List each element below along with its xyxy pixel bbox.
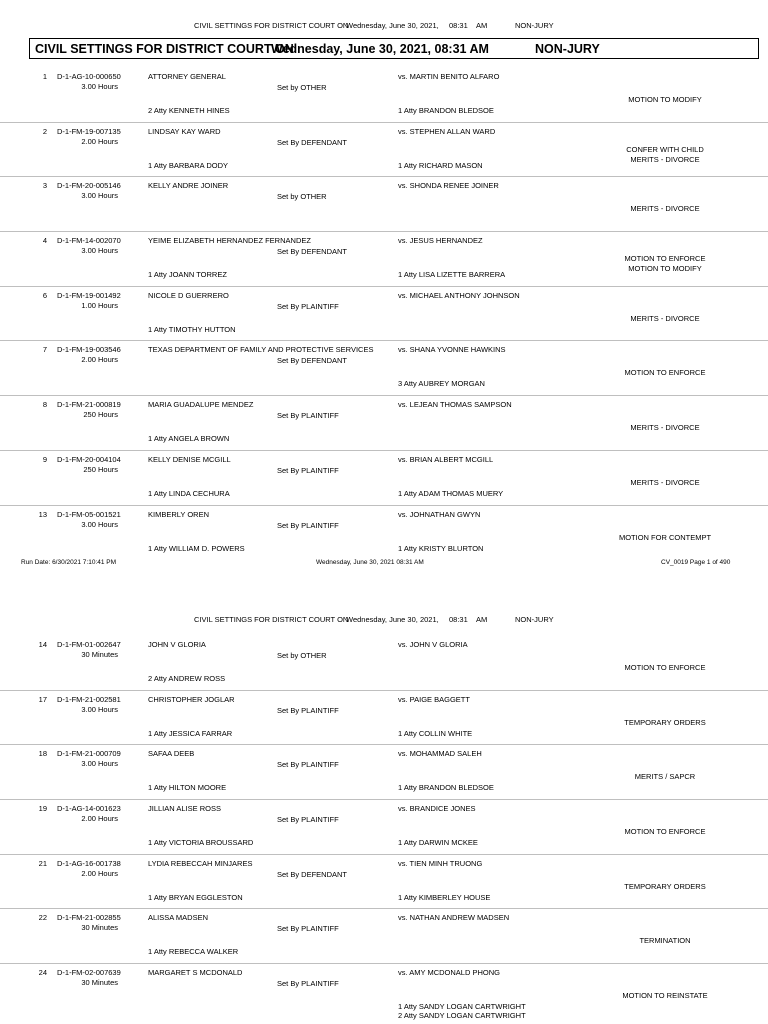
case-row xyxy=(0,123,768,178)
case-row xyxy=(0,964,768,1019)
plaintiff-name: ALISSA MADSEN xyxy=(148,913,209,923)
defendant-attorney: 1 Atty BRANDON BLEDSOE xyxy=(398,783,494,793)
defendant-attorney: 1 Atty KIMBERLEY HOUSE xyxy=(398,892,491,902)
defendant-name: vs. BRANDICE JONES xyxy=(398,804,476,814)
case-list xyxy=(0,68,768,560)
set-by: Set By PLAINTIFF xyxy=(277,815,339,825)
defendant-attorney: 1 Atty LISA LIZETTE BARRERA xyxy=(398,270,506,280)
case-list xyxy=(0,636,768,1019)
defendant-name: vs. NATHAN ANDREW MADSEN xyxy=(398,913,510,923)
plaintiff-name: YEIME ELIZABETH HERNANDEZ FERNANDEZ xyxy=(148,236,311,246)
set-by: Set by OTHER xyxy=(277,83,327,92)
cause-number: D-1-FM-05-001521 xyxy=(57,509,121,519)
plaintiff-name: NICOLE D GUERRERO xyxy=(148,290,229,300)
case-number: 3 xyxy=(42,181,47,191)
case-number: 6 xyxy=(42,290,47,300)
motion-type: MERITS - DIVORCE xyxy=(630,313,700,323)
cause-number: D-1-FM-19-007135 xyxy=(57,126,121,136)
defendant-name: vs. SHANA YVONNE HAWKINS xyxy=(398,345,506,355)
plaintiff-name: JOHN V GLORIA xyxy=(148,640,206,649)
case-row xyxy=(0,451,768,506)
plaintiff-attorney: 1 Atty BARBARA DODY xyxy=(148,160,229,170)
motion-type: MERITS / SAPCR xyxy=(634,772,696,782)
cause-number: D-1-FM-21-000819 xyxy=(57,400,121,410)
plaintiff-name: KELLY ANDRE JOINER xyxy=(148,181,229,191)
report-banner xyxy=(29,38,759,59)
set-by: Set By PLAINTIFF xyxy=(277,411,339,421)
defendant-name: vs. STEPHEN ALLAN WARD xyxy=(398,126,496,136)
case-number: 7 xyxy=(42,345,47,355)
defendant-attorney-2: 2 Atty SANDY LOGAN CARTWRIGHT xyxy=(398,1011,526,1021)
header-date: Wednesday, June 30, 2021, xyxy=(346,615,439,624)
hearing-duration: 250 Hours xyxy=(83,410,118,420)
defendant-attorney: 1 Atty DARWIN MCKEE xyxy=(398,838,478,848)
defendant-attorney: 1 Atty ADAM THOMAS MUERY xyxy=(398,488,504,498)
cause-number: D-1-FM-21-002855 xyxy=(57,913,121,923)
plaintiff-attorney: 2 Atty ANDREW ROSS xyxy=(148,674,226,683)
case-row xyxy=(0,636,768,691)
footer-page: CV_0019 Page 1 of 490 xyxy=(661,559,731,566)
plaintiff-name: KELLY DENISE MCGILL xyxy=(148,454,231,464)
plaintiff-name: MARIA GUADALUPE MENDEZ xyxy=(148,400,254,410)
set-by: Set By PLAINTIFF xyxy=(277,520,339,530)
set-by: Set By PLAINTIFF xyxy=(277,760,339,770)
header-ampm: AM xyxy=(476,21,488,30)
case-row xyxy=(0,909,768,964)
plaintiff-attorney: 1 Atty REBECCA WALKER xyxy=(148,947,239,957)
header-title: CIVIL SETTINGS FOR DISTRICT COURT ON xyxy=(194,615,349,624)
case-row xyxy=(0,506,768,561)
motion-type: MOTION TO MODIFY xyxy=(628,95,702,104)
motion-type: MOTION FOR CONTEMPT xyxy=(618,532,712,542)
plaintiff-name: LINDSAY KAY WARD xyxy=(148,126,221,136)
case-row xyxy=(0,341,768,396)
plaintiff-name: TEXAS DEPARTMENT OF FAMILY AND PROTECTIVE SERVICES xyxy=(148,345,374,355)
case-number: 13 xyxy=(38,509,47,519)
header-time: 08:31 xyxy=(449,21,468,30)
motion-type: MOTION TO REINSTATE xyxy=(622,991,708,1001)
defendant-name: vs. SHONDA RENEE JOINER xyxy=(398,181,499,191)
cause-number: D-1-FM-21-002581 xyxy=(57,694,121,704)
defendant-name: vs. MICHAEL ANTHONY JOHNSON xyxy=(398,290,520,300)
plaintiff-name: KIMBERLY OREN xyxy=(148,509,209,519)
case-row xyxy=(0,396,768,451)
defendant-name: vs. BRIAN ALBERT MCGILL xyxy=(398,454,494,464)
motion-type: MOTION TO ENFORCE xyxy=(624,368,706,378)
hearing-duration: 1.00 Hours xyxy=(81,300,118,310)
cause-number: D-1-FM-19-003546 xyxy=(57,345,121,355)
case-row xyxy=(0,287,768,342)
hearing-duration: 3.00 Hours xyxy=(81,246,118,256)
plaintiff-name: JILLIAN ALISE ROSS xyxy=(148,804,221,814)
cause-number: D-1-FM-20-005146 xyxy=(57,181,121,191)
motion-type: CONFER WITH CHILD xyxy=(626,144,704,154)
page-header xyxy=(0,615,768,627)
cause-number: D-1-AG-16-001738 xyxy=(57,858,121,868)
case-row xyxy=(0,800,768,855)
defendant-attorney: 1 Atty RICHARD MASON xyxy=(398,160,483,170)
cause-number: D-1-AG-10-000650 xyxy=(57,72,121,81)
banner-datetime: Wednesday, June 30, 2021, 08:31 AM xyxy=(271,42,489,56)
motion-type: TEMPORARY ORDERS xyxy=(624,717,706,727)
plaintiff-name: LYDIA REBECCAH MINJARES xyxy=(148,858,253,868)
defendant-attorney: 1 Atty SANDY LOGAN CARTWRIGHT xyxy=(398,1002,526,1012)
case-number: 2 xyxy=(42,126,47,136)
motion-type: MOTION TO ENFORCE xyxy=(624,254,706,264)
case-number: 17 xyxy=(38,694,47,704)
cause-number: D-1-FM-19-001492 xyxy=(57,290,121,300)
case-number: 19 xyxy=(38,804,47,814)
header-title: CIVIL SETTINGS FOR DISTRICT COURT ON xyxy=(194,21,349,30)
case-number: 14 xyxy=(38,640,47,649)
defendant-name: vs. AMY MCDONALD PHONG xyxy=(398,968,500,978)
cause-number: D-1-FM-21-000709 xyxy=(57,749,121,759)
case-number: 24 xyxy=(38,968,47,978)
plaintiff-attorney: 1 Atty VICTORIA BROUSSARD xyxy=(148,838,254,848)
case-number: 1 xyxy=(42,72,47,81)
header-date: Wednesday, June 30, 2021, xyxy=(346,21,439,30)
defendant-name: vs. PAIGE BAGGETT xyxy=(398,694,470,704)
case-row xyxy=(0,855,768,910)
motion-type: MOTION TO MODIFY xyxy=(628,264,702,274)
motion-type: TERMINATION xyxy=(639,936,691,946)
case-row xyxy=(0,232,768,287)
report-page-2 xyxy=(0,600,768,1024)
header-time: 08:31 xyxy=(449,615,468,624)
hearing-duration: 3.00 Hours xyxy=(81,704,118,714)
plaintiff-attorney: 1 Atty TIMOTHY HUTTON xyxy=(148,324,236,334)
plaintiff-name: MARGARET S MCDONALD xyxy=(148,968,243,978)
hearing-duration: 30 Minutes xyxy=(81,978,118,988)
motion-type: MOTION TO ENFORCE xyxy=(624,663,706,672)
defendant-attorney: 3 Atty AUBREY MORGAN xyxy=(398,379,485,389)
set-by: Set by OTHER xyxy=(277,192,327,202)
footer-run-date: Run Date: 6/30/2021 7:10:41 PM xyxy=(21,559,117,566)
defendant-name: vs. MOHAMMAD SALEH xyxy=(398,749,482,759)
hearing-duration: 3.00 Hours xyxy=(81,82,118,91)
plaintiff-attorney: 1 Atty ANGELA BROWN xyxy=(148,434,230,444)
defendant-attorney: 1 Atty KRISTY BLURTON xyxy=(398,543,484,553)
cause-number: D-1-FM-01-002647 xyxy=(57,640,121,649)
hearing-duration: 2.00 Hours xyxy=(81,136,118,146)
defendant-attorney: 1 Atty BRANDON BLEDSOE xyxy=(398,106,494,115)
hearing-duration: 250 Hours xyxy=(83,464,118,474)
page-header xyxy=(0,21,768,33)
cause-number: D-1-AG-14-001623 xyxy=(57,804,121,814)
plaintiff-attorney: 1 Atty WILLIAM D. POWERS xyxy=(148,543,245,553)
hearing-duration: 2.00 Hours xyxy=(81,814,118,824)
case-number: 21 xyxy=(38,858,47,868)
motion-type: MOTION TO ENFORCE xyxy=(624,827,706,837)
case-row xyxy=(0,68,768,123)
plaintiff-attorney: 1 Atty BRYAN EGGLESTON xyxy=(148,892,243,902)
motion-type: MERITS - DIVORCE xyxy=(630,477,700,487)
header-ampm: AM xyxy=(476,615,488,624)
plaintiff-attorney: 2 Atty KENNETH HINES xyxy=(148,106,230,115)
plaintiff-attorney: 1 Atty HILTON MOORE xyxy=(148,783,227,793)
plaintiff-attorney: 1 Atty JOANN TORREZ xyxy=(148,270,227,280)
case-number: 8 xyxy=(42,400,47,410)
defendant-name: vs. MARTIN BENITO ALFARO xyxy=(398,72,500,81)
motion-type: TEMPORARY ORDERS xyxy=(624,881,706,891)
defendant-attorney: 1 Atty COLLIN WHITE xyxy=(398,728,473,738)
case-number: 4 xyxy=(42,236,47,246)
cause-number: D-1-FM-02-007639 xyxy=(57,968,121,978)
footer-center: Wednesday, June 30, 2021 08:31 AM xyxy=(316,559,424,566)
set-by: Set By PLAINTIFF xyxy=(277,301,339,311)
defendant-name: vs. LEJEAN THOMAS SAMPSON xyxy=(398,400,512,410)
hearing-duration: 2.00 Hours xyxy=(81,355,118,365)
set-by: Set By DEFENDANT xyxy=(277,869,348,879)
set-by: Set By DEFENDANT xyxy=(277,247,348,257)
cause-number: D-1-FM-14-002070 xyxy=(57,236,121,246)
set-by: Set By PLAINTIFF xyxy=(277,979,339,989)
hearing-duration: 2.00 Hours xyxy=(81,868,118,878)
motion-type: MERITS - DIVORCE xyxy=(630,423,700,433)
hearing-duration: 3.00 Hours xyxy=(81,519,118,529)
case-number: 9 xyxy=(42,454,47,464)
set-by: Set By PLAINTIFF xyxy=(277,705,339,715)
header-jury: NON-JURY xyxy=(515,615,554,624)
defendant-name: vs. JOHN V GLORIA xyxy=(398,640,468,649)
case-row xyxy=(0,177,768,232)
set-by: Set By PLAINTIFF xyxy=(277,924,339,934)
defendant-name: vs. TIEN MINH TRUONG xyxy=(398,858,483,868)
hearing-duration: 3.00 Hours xyxy=(81,759,118,769)
plaintiff-name: ATTORNEY GENERAL xyxy=(148,72,226,81)
cause-number: D-1-FM-20-004104 xyxy=(57,454,121,464)
motion-type: MERITS - DIVORCE xyxy=(630,154,700,164)
set-by: Set By DEFENDANT xyxy=(277,356,348,366)
header-jury: NON-JURY xyxy=(515,21,554,30)
plaintiff-attorney: 1 Atty JESSICA FARRAR xyxy=(148,728,233,738)
set-by: Set By PLAINTIFF xyxy=(277,465,339,475)
banner-title: CIVIL SETTINGS FOR DISTRICT COURT ON xyxy=(35,42,294,56)
defendant-name: vs. JESUS HERNANDEZ xyxy=(398,236,483,246)
plaintiff-attorney: 1 Atty LINDA CECHURA xyxy=(148,488,230,498)
hearing-duration: 3.00 Hours xyxy=(81,191,118,201)
motion-type: MERITS - DIVORCE xyxy=(630,204,700,214)
set-by: Set by OTHER xyxy=(277,651,327,660)
hearing-duration: 30 Minutes xyxy=(81,650,118,659)
plaintiff-name: SAFAA DEEB xyxy=(148,749,195,759)
case-number: 22 xyxy=(38,913,47,923)
case-number: 18 xyxy=(38,749,47,759)
banner-jury: NON-JURY xyxy=(535,42,600,56)
set-by: Set By DEFENDANT xyxy=(277,137,348,147)
case-row xyxy=(0,691,768,746)
case-row xyxy=(0,745,768,800)
plaintiff-name: CHRISTOPHER JOGLAR xyxy=(148,694,235,704)
hearing-duration: 30 Minutes xyxy=(81,923,118,933)
defendant-name: vs. JOHNATHAN GWYN xyxy=(398,509,481,519)
